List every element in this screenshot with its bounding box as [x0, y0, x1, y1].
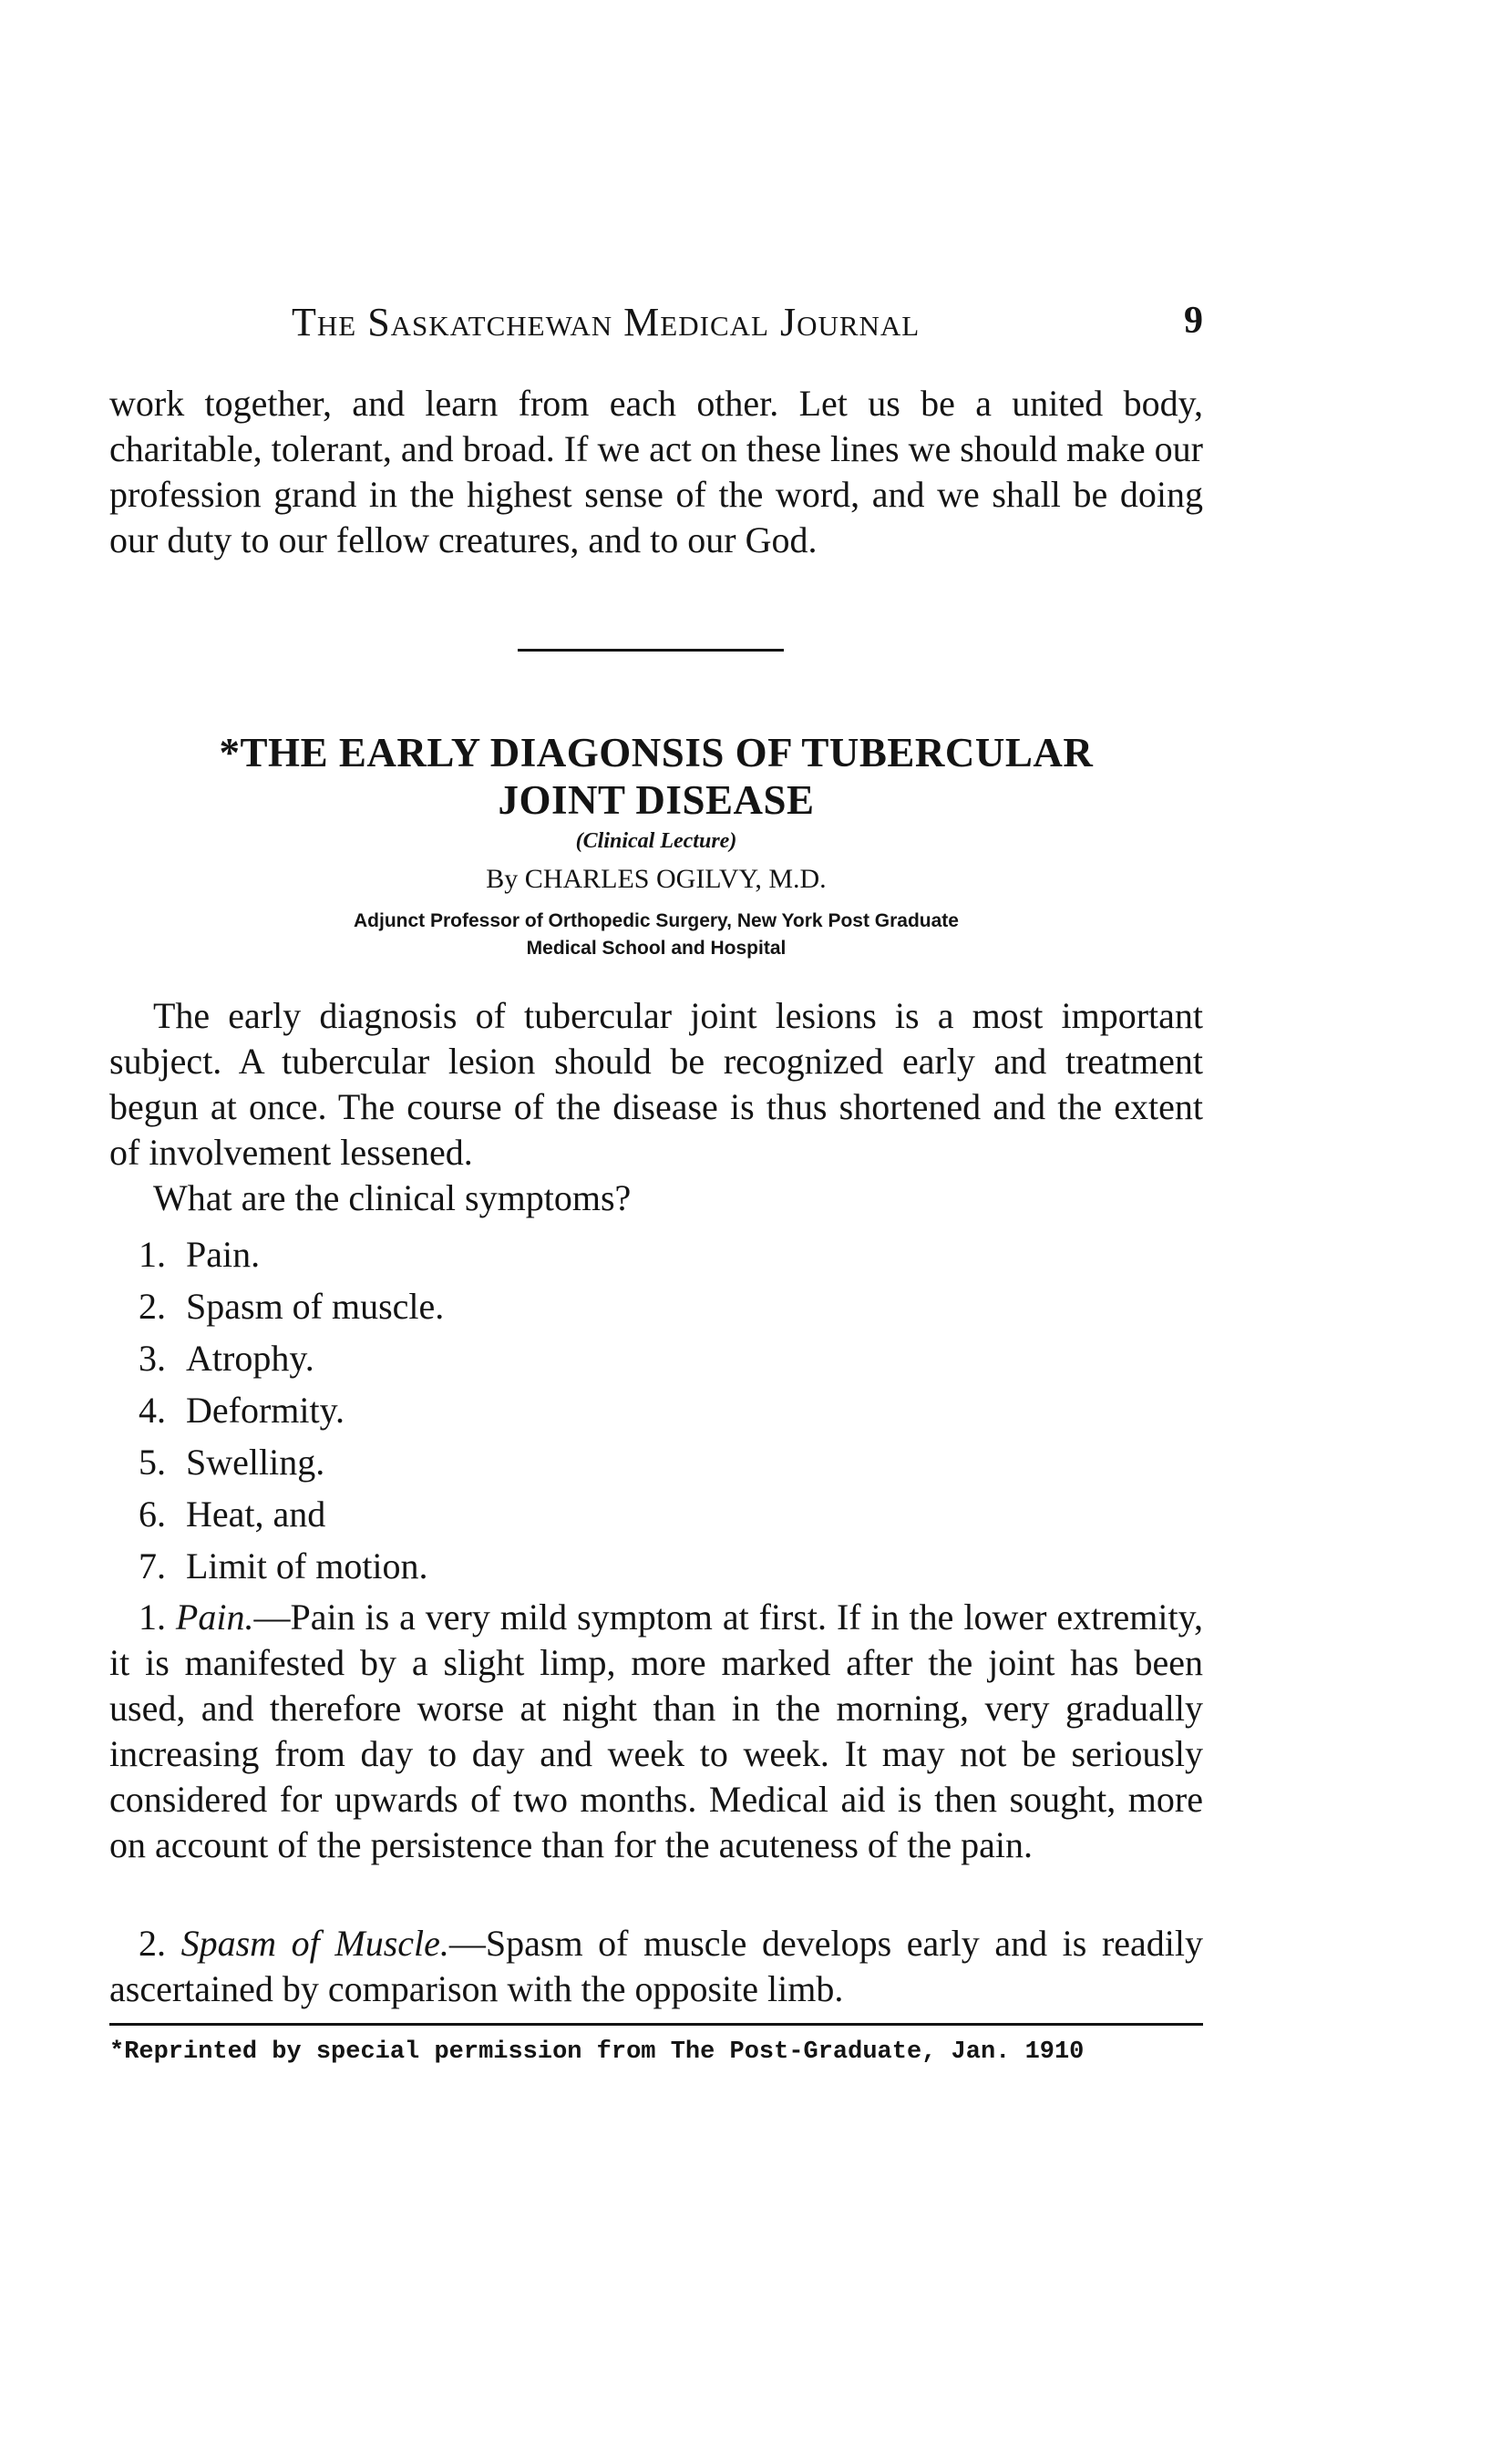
list-item: [139, 1436, 444, 1488]
body-paragraph-pain: [109, 1595, 1203, 1868]
run-in-heading: Spasm of Muscle.: [180, 1923, 449, 1964]
list-item-text: Swelling.: [186, 1442, 325, 1483]
list-item: [139, 1384, 444, 1436]
section-divider: [518, 649, 784, 652]
section-number: 1.: [139, 1596, 166, 1638]
running-head: [109, 290, 1203, 344]
list-item: [139, 1332, 444, 1384]
list-item-text: Spasm of muscle.: [186, 1286, 445, 1327]
list-item-number: 4.: [139, 1390, 166, 1431]
list-item-text: Deformity.: [186, 1390, 345, 1431]
affiliation-line-1: Adjunct Professor of Orthopedic Surgery, New York Post Graduate: [354, 910, 959, 931]
list-item: [139, 1228, 444, 1280]
section-text: —Spasm of muscle develops early and is readily ascertained by comparison with the opposite limb.: [109, 1923, 1204, 2009]
section-text: —Pain is a very mild symptom at first. If in the lower extremity, it is manifested by a slight limp, more marked after the joint has been used, and therefore worse at night than in the morning, very gradually increasing from day to day and week to week. It may not be seriously considered for upwards of two months. Medical aid is then sought, more on account of the persistence than for the acuteness of the pain.: [109, 1596, 1204, 1865]
symptom-list: [139, 1228, 444, 1592]
list-item-number: 7.: [139, 1545, 166, 1586]
list-item-text: Limit of motion.: [186, 1545, 428, 1586]
list-item-number: 2.: [139, 1286, 166, 1327]
body-paragraph-spasm: [109, 1921, 1203, 2012]
intro-paragraph: work together, and learn from each other. Let us be a united body, charitable, tolerant, and broad. If we act on these lines we should make our profession grand in the highest sense of the word, and we shall be doing our duty to our fellow creatures, and to our God.: [109, 383, 1203, 560]
symptom-question: What are the clinical symptoms?: [153, 1177, 632, 1218]
page-number: 9: [1184, 300, 1203, 342]
section-number: 2.: [139, 1923, 166, 1964]
article-title-line-1: *THE EARLY DIAGONSIS OF TUBERCULAR: [219, 730, 1094, 775]
article-title-line-2: JOINT DISEASE: [498, 777, 815, 823]
author-affiliation: [109, 908, 1203, 962]
list-item-text: Atrophy.: [186, 1338, 314, 1379]
journal-title: The Saskatchewan Medical Journal: [292, 300, 921, 344]
list-item-number: 6.: [139, 1494, 166, 1535]
author-byline: By CHARLES OGILVY, M.D.: [486, 864, 827, 894]
article-title: [109, 729, 1203, 824]
list-item-number: 3.: [139, 1338, 166, 1379]
affiliation-line-2: Medical School and Hospital: [526, 938, 787, 959]
list-item: [139, 1488, 444, 1540]
body-paragraph-intro: The early diagnosis of tubercular joint lesions is a most important subject. A tubercular lesion should be recognized early and treatment begun at once. The course of the disease is thus shortened and the extent of involvement lessened.: [109, 995, 1203, 1173]
footnote-rule: [109, 2023, 1203, 2026]
list-item: [139, 1280, 444, 1332]
run-in-heading: Pain.: [175, 1596, 254, 1638]
list-item-text: Pain.: [186, 1234, 261, 1275]
list-item-text: Heat, and: [186, 1494, 326, 1535]
list-item-number: 1.: [139, 1234, 166, 1275]
list-item: [139, 1540, 444, 1592]
list-item-number: 5.: [139, 1442, 166, 1483]
lecture-note: (Clinical Lecture): [575, 829, 737, 853]
footnote: *Reprinted by special permission from The Post-Graduate, Jan. 1910: [109, 2038, 1085, 2066]
